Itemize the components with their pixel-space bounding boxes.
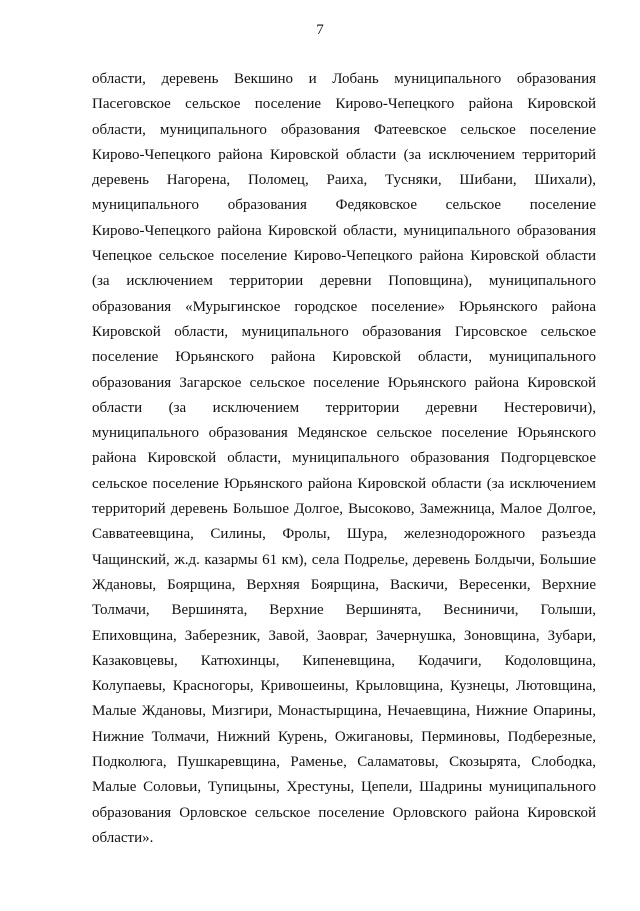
text-line: Епиховщина, Заберезник, Завой, Заовраг, Зачернушка, Зоновщина, Зубари, <box>92 627 596 644</box>
text-line: Нижние Толмачи, Нижний Курень, Ожигановы, Перминовы, Подберезные, <box>92 728 596 745</box>
text-line: Малые Ждановы, Мизгири, Монастырщина, Нечаевщина, Нижние Опарины, <box>92 703 596 720</box>
text-line: муниципального образования Медянское сельское поселение Юрьянского <box>92 425 596 442</box>
text-line: Ждановы, Боярщина, Верхняя Боярщина, Васкичи, Вересенки, Верхние <box>92 576 596 593</box>
text-line: Кирово-Чепецкого района Кировской области, муниципального образования <box>92 222 596 239</box>
text-line: Толмачи, Вершинята, Верхние Вершинята, Весниничи, Голыши, <box>92 602 596 619</box>
text-line: области, деревень Векшино и Лобань муниципального образования <box>92 71 596 87</box>
text-line: муниципального образования Федяковское сельское поселение <box>92 197 596 214</box>
text-line: Кировской области, муниципального образования Гирсовское сельское <box>92 323 596 340</box>
text-line: Подколюга, Пушкаревщина, Раменье, Саламатовы, Скозырята, Слободка, <box>92 754 596 771</box>
body-paragraph <box>92 67 596 851</box>
text-line: Пасеговское сельское поселение Кирово-Чепецкого района Кировской <box>92 96 596 113</box>
text-line: (за исключением территории деревни Поповщина), муниципального <box>92 273 596 290</box>
text-line: Савватеевщина, Силины, Фролы, Шура, железнодорожного разъезда <box>92 526 596 543</box>
text-line: образования «Мурыгинское городское поселение» Юрьянского района <box>92 298 596 315</box>
page-number: 7 <box>316 22 324 38</box>
text-line: Колупаевы, Красногоры, Кривошеины, Крыловщина, Кузнецы, Лютовщина, <box>92 678 596 695</box>
text-line: Кирово-Чепецкого района Кировской области (за исключением территорий <box>92 146 596 163</box>
text-line: образования Загарское сельское поселение Юрьянского района Кировской <box>92 374 596 391</box>
text-line: сельское поселение Юрьянского района Кировской области (за исключением <box>92 475 596 492</box>
text-line: Малые Соловьи, Тупицыны, Хрестуны, Цепели, Шадрины муниципального <box>92 779 596 796</box>
text-line: поселение Юрьянского района Кировской области, муниципального <box>92 349 596 366</box>
text-line: Чепецкое сельское поселение Кирово-Чепецкого района Кировской области <box>92 248 596 265</box>
text-line: Чащинский, ж.д. казармы 61 км), села Подрелье, деревень Болдычи, Большие <box>92 551 596 568</box>
text-line: территорий деревень Большое Долгое, Высоково, Замежница, Малое Долгое, <box>92 501 596 518</box>
text-line: образования Орловское сельское поселение Орловского района Кировской <box>92 804 596 821</box>
text-line: области». <box>92 829 154 846</box>
text-line: деревень Нагорена, Поломец, Раиха, Тусняки, Шибани, Шихали), <box>92 172 596 189</box>
text-line: Казаковцевы, Катюхинцы, Кипеневщина, Кодачиги, Кодоловщина, <box>92 652 596 669</box>
text-line: области, муниципального образования Фатеевское сельское поселение <box>92 121 596 138</box>
text-line: области (за исключением территории деревни Нестеровичи), <box>92 399 596 416</box>
text-line: района Кировской области, муниципального образования Подгорцевское <box>92 450 596 467</box>
